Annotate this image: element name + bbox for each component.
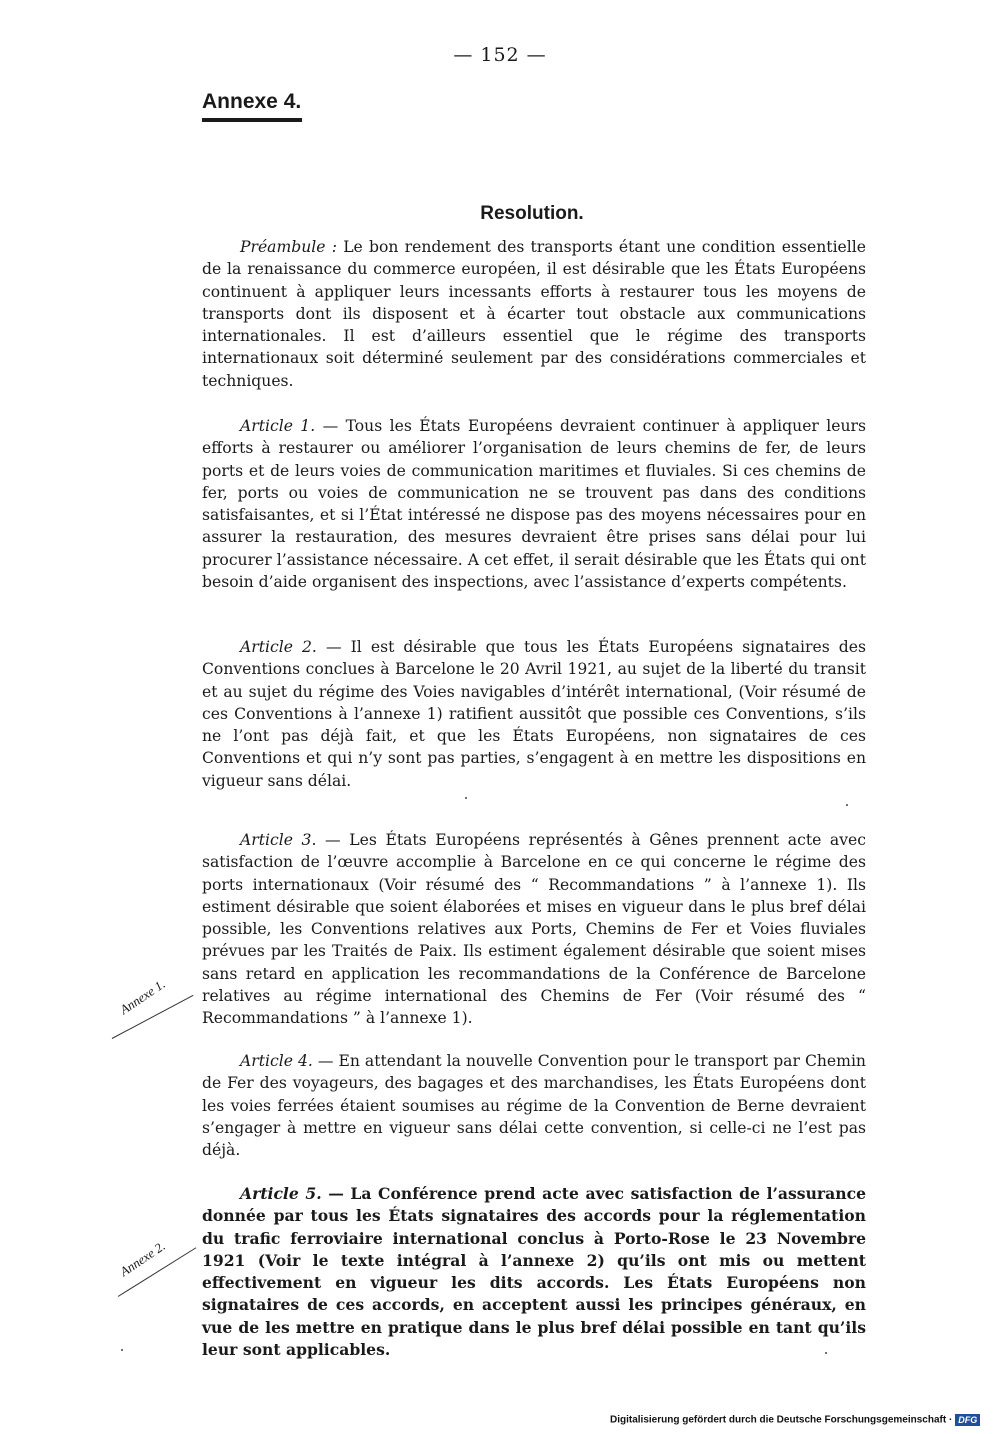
- article-5-label: Article 5.: [240, 1184, 322, 1203]
- scan-speck: [846, 804, 848, 806]
- article-3-text: — Les États Européens représentés à Gênes prennent acte avec satisfaction de l’œuvre accomplie à Barcelone en ce qui concerne le régime des ports internationaux (Voir résumé des “ Recommandations ” à l’annexe 1). Ils estiment désirable que soient élaborées et mises en vigueur dans le plus bref délai possible, les Conventions relatives aux Ports, Chemins de Fer et Voies fluviales prévues par les Traités de Paix. Ils estiment également désirable que soient mises sans retard en application les recommandations de la Conférence de Barcelone relatives au régime international des Chemins de Fer (Voir résumé des “ Recommandations ” à l’annexe 1).: [202, 831, 866, 1028]
- scan-speck: [825, 1352, 827, 1354]
- annex-title-underline: [202, 118, 302, 122]
- footer-credit: [610, 1414, 980, 1426]
- footer-text: Digitalisierung gefördert durch die Deutsche Forschungsgemeinschaft ·: [610, 1414, 953, 1426]
- annex-title: Annexe 4.: [202, 90, 302, 113]
- article-1-paragraph: [202, 415, 866, 593]
- article-4-paragraph: [202, 1050, 866, 1161]
- article-1-label: Article 1.: [240, 417, 316, 435]
- scan-speck: [121, 1349, 123, 1351]
- article-5-text: — La Conférence prend acte avec satisfaction de l’assurance donnée par tous les États signataires des accords pour la réglementation du trafic ferroviaire international conclus à Porto-Rose le 23 Novembre 1921 (Voir le texte intégral à l’annexe 2) qu’ils ont mis ou mettent effectivement en vigueur les dits accords. Les États Européens non signataires de ces accords, en acceptent aussi les principes généraux, en vue de les mettre en pratique dans le plus bref délai possible en tant qu’ils leur sont applicables.: [202, 1184, 866, 1360]
- article-2-text: — Il est désirable que tous les États Européens signataires des Conventions conclues à Barcelone le 20 Avril 1921, au sujet de la liberté du transit et au sujet du régime des Voies navigables d’intérêt international, (Voir résumé de ces Conventions à l’annexe 1) ratifient aussitôt que possible ces Conventions, s’ils ne l’ont pas déjà fait, et que les États Européens, non signataires de ces Conventions et qui n’y sont pas parties, s’engagent à en mettre les dispositions en vigueur sans délai.: [202, 638, 866, 790]
- dfg-logo: DFG: [955, 1414, 980, 1426]
- resolution-title: Resolution.: [480, 203, 584, 224]
- preamble-label: Préambule :: [240, 238, 337, 256]
- article-2-paragraph: [202, 636, 866, 792]
- scan-speck: [465, 797, 467, 799]
- article-3-label: Article 3.: [240, 831, 317, 849]
- preamble-text: Le bon rendement des transports étant une condition essentielle de la renaissance du commerce européen, il est désirable que les États Européens continuent à appliquer leurs incessants efforts à restaurer tous les moyens de transports dont ils disposent et à écarter tout obstacle aux communications internationales. Il est d’ailleurs essentiel que le régime des transports internationaux soit déterminé seulement par des considérations commerciales et techniques.: [202, 238, 866, 390]
- article-3-paragraph: [202, 829, 866, 1030]
- article-2-label: Article 2.: [240, 638, 317, 656]
- margin-note-annexe-1: Annexe 1.: [117, 976, 168, 1018]
- margin-note-annexe-2: Annexe 2.: [117, 1238, 168, 1280]
- article-4-text: — En attendant la nouvelle Convention pour le transport par Chemin de Fer des voyageurs, des bagages et des marchandises, les États Européens dont les voies ferrées étaient soumises au régime de la Convention de Berne devraient s’engager à mettre en vigueur sans délai cette convention, si celle-ci ne l’est pas déjà.: [202, 1052, 866, 1160]
- article-1-text: — Tous les États Européens devraient continuer à appliquer leurs efforts à restaurer ou améliorer l’organisation de leurs chemins de fer, de leurs ports et de leurs voies de communication maritimes et fluviales. Si ces chemins de fer, ports ou voies de communication ne se trouvent pas dans des conditions satisfaisantes, et si l’État intéressé ne dispose pas des moyens nécessaires pour en assurer la restauration, des mesures devraient être prises sans délai pour lui procurer l’assistance nécessaire. A cet effet, il serait désirable que les États qui ont besoin d’aide organisent des inspections, avec l’assistance d’experts compétents.: [202, 417, 866, 592]
- preamble-paragraph: [202, 236, 866, 392]
- page-number: — 152 —: [453, 44, 547, 66]
- article-4-label: Article 4.: [240, 1052, 313, 1070]
- article-5-paragraph: [202, 1183, 866, 1361]
